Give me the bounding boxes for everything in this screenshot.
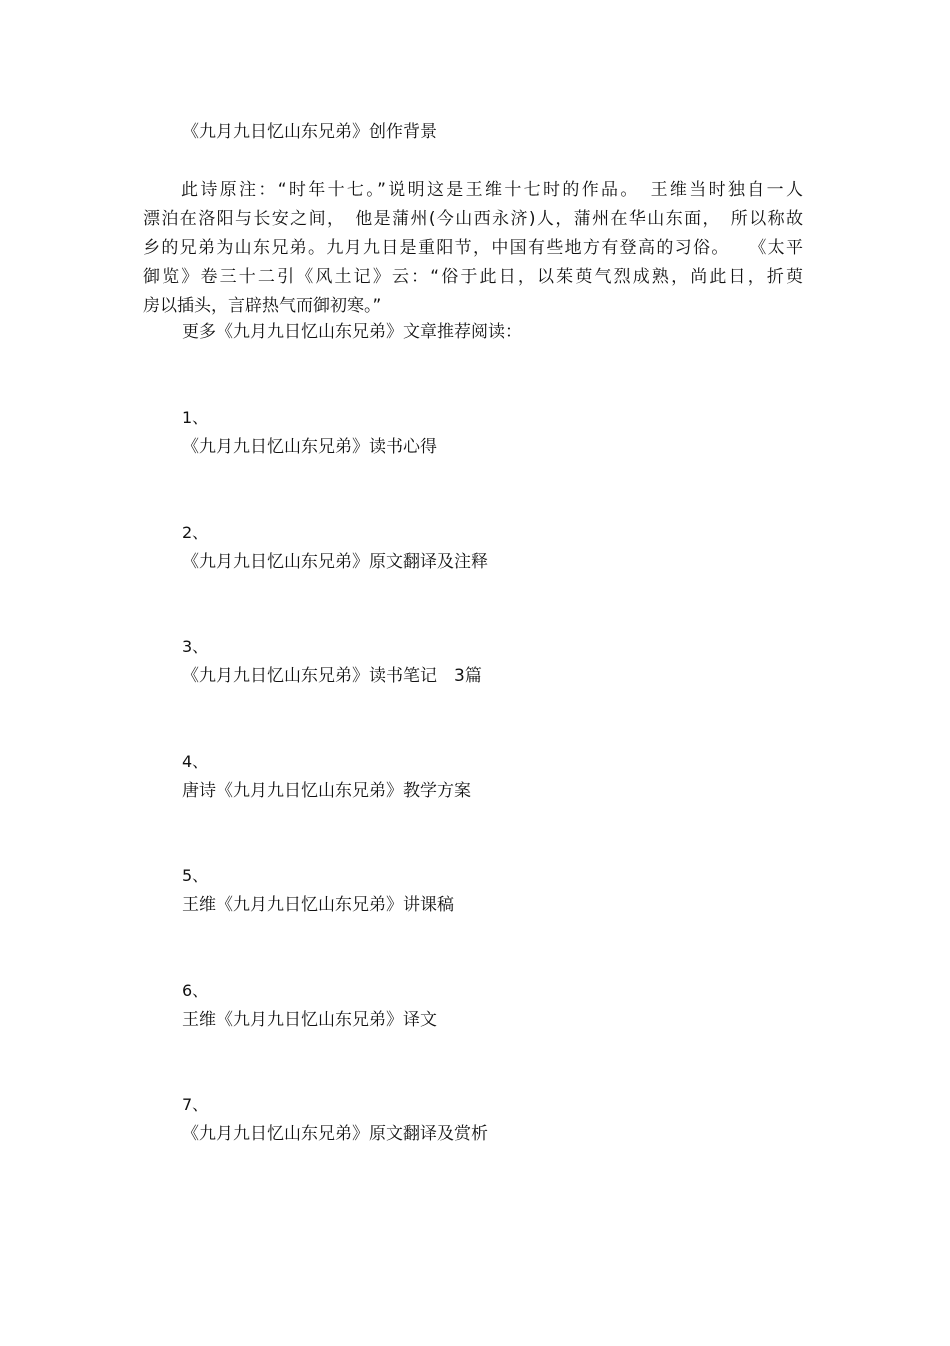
- paragraph-line: 此诗原注：“时年十七。”说明这是王维十七时的作品。 王维当时独自一人: [181, 180, 803, 200]
- list-item[interactable]: [182, 979, 488, 1094]
- item-number: 7、: [182, 1095, 209, 1114]
- item-number: 3、: [182, 637, 209, 656]
- item-number: 1、: [182, 408, 209, 427]
- list-item[interactable]: [182, 406, 488, 521]
- list-item[interactable]: [182, 864, 488, 979]
- list-item[interactable]: [182, 1093, 488, 1208]
- paragraph-line: 漂泊在洛阳与长安之间， 他是蒲州(今山西永济)人，蒲州在华山东面， 所以称故: [143, 209, 803, 229]
- document-title: 《九月九日忆山东兄弟》创作背景: [182, 122, 437, 142]
- item-title[interactable]: 王维《九月九日忆山东兄弟》译文: [182, 1009, 437, 1030]
- item-title[interactable]: 唐诗《九月九日忆山东兄弟》教学方案: [182, 780, 471, 801]
- item-title[interactable]: 王维《九月九日忆山东兄弟》讲课稿: [182, 895, 454, 915]
- background-paragraph: [143, 176, 803, 321]
- paragraph-line: 房以插头，言辟热气而御初寒。”: [143, 296, 382, 316]
- item-title[interactable]: 《九月九日忆山东兄弟》原文翻译及赏析: [182, 1124, 488, 1144]
- item-number: 4、: [182, 751, 209, 771]
- more-reading-heading: 更多《九月九日忆山东兄弟》文章推荐阅读：: [182, 322, 522, 342]
- item-title[interactable]: 《九月九日忆山东兄弟》读书心得: [182, 437, 437, 457]
- list-item[interactable]: [182, 635, 488, 750]
- item-number: 2、: [182, 522, 209, 542]
- item-number: 6、: [182, 980, 209, 1000]
- list-item[interactable]: [182, 521, 488, 636]
- paragraph-line: 乡的兄弟为山东兄弟。九月九日是重阳节，中国有些地方有登高的习俗。 《太平: [143, 238, 803, 258]
- list-item[interactable]: [182, 750, 488, 865]
- paragraph-line: 御览》卷三十二引《风土记》云：“俗于此日，以茱萸气烈成熟，尚此日，折萸: [143, 267, 803, 287]
- item-title[interactable]: 《九月九日忆山东兄弟》读书笔记 3篇: [182, 666, 482, 686]
- item-number: 5、: [182, 866, 209, 885]
- recommendation-list: [182, 406, 488, 1208]
- item-title[interactable]: 《九月九日忆山东兄弟》原文翻译及注释: [182, 551, 488, 572]
